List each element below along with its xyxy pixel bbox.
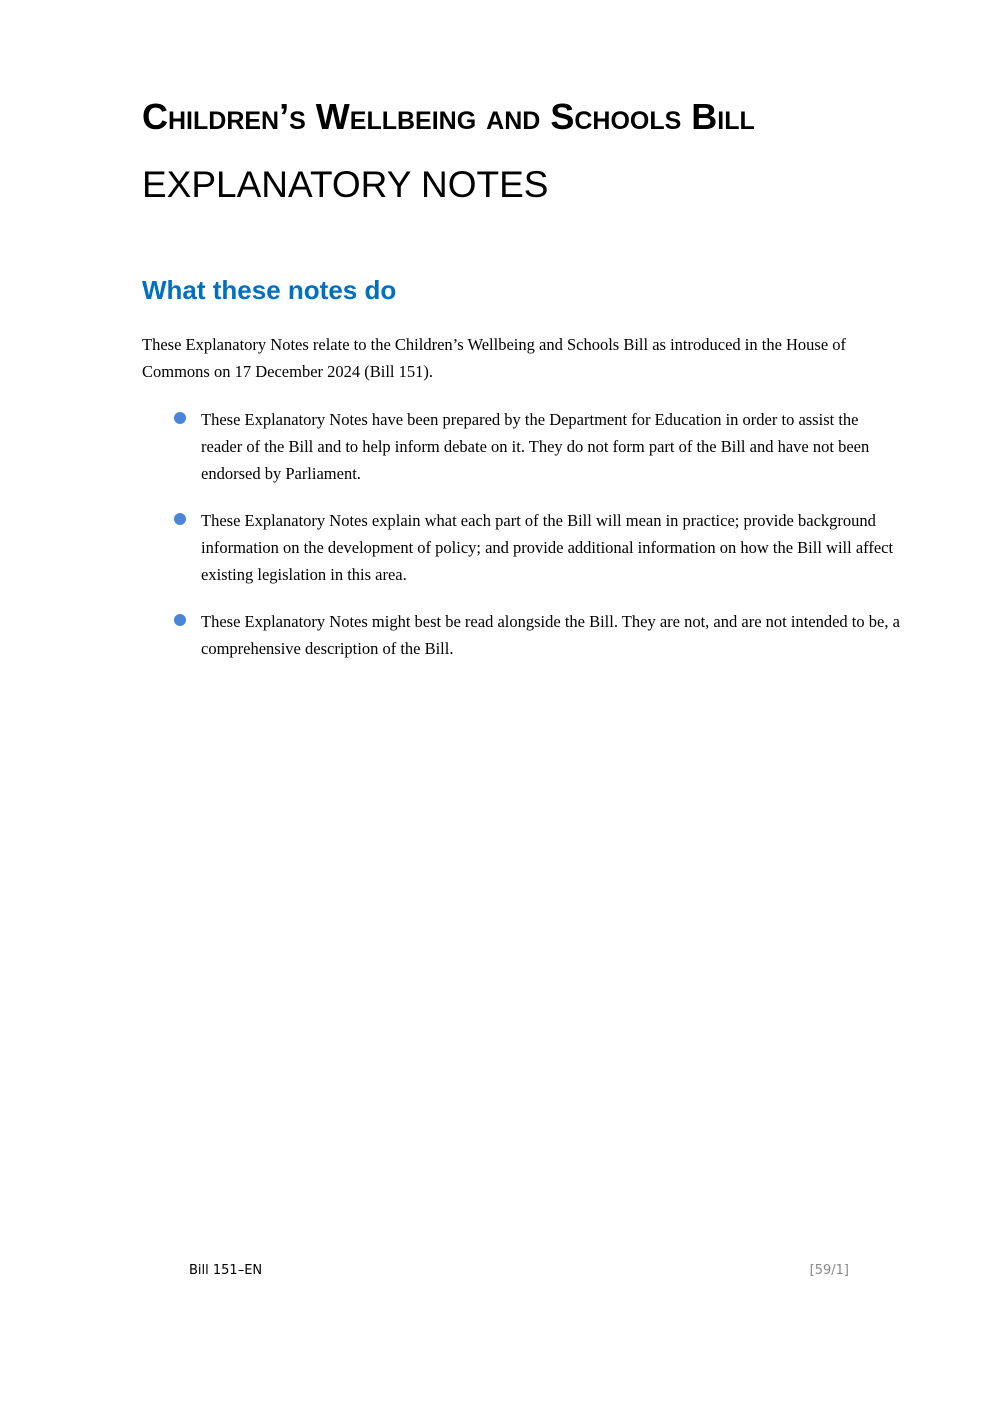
list-item: [172, 406, 900, 487]
bullet-text: These Explanatory Notes explain what each part of the Bill will mean in practice; provide background information on the development of policy; and provide additional information on how the Bill will affect existing legislation in this area.: [201, 511, 894, 584]
section-heading: What these notes do: [142, 275, 397, 305]
bullet-icon: [174, 513, 186, 525]
bullet-text: These Explanatory Notes might best be read alongside the Bill. They are not, and are not intended to be, a comprehensive description of the Bill.: [201, 612, 900, 658]
list-item: [172, 608, 900, 662]
document-subtitle: EXPLANATORY NOTES: [142, 164, 549, 205]
footer-page-ref: [59/1]: [809, 1263, 849, 1278]
intro-paragraph: These Explanatory Notes relate to the Children’s Wellbeing and Schools Bill as introduced in the House of Commons on 17 December 2024 (Bill 151).: [142, 335, 847, 381]
list-item: [172, 507, 900, 588]
bullet-icon: [174, 412, 186, 424]
bullet-list: [172, 406, 900, 682]
bullet-text: These Explanatory Notes have been prepared by the Department for Education in order to assist the reader of the Bill and to help inform debate on it. They do not form part of the Bill and have not been endorsed by Parliament.: [201, 410, 870, 483]
bullet-icon: [174, 614, 186, 626]
document-title: Children’s Wellbeing and Schools Bill: [142, 96, 755, 137]
footer-bill-ref: Bill 151–EN: [189, 1263, 263, 1278]
